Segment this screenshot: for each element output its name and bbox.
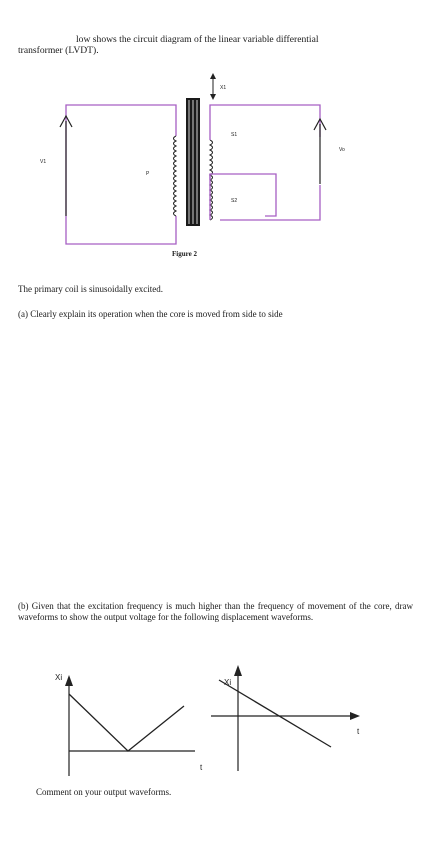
intro-line-2: transformer (LVDT). — [18, 45, 99, 57]
right-graph-waveform — [219, 680, 331, 747]
label-s2: S2 — [231, 198, 238, 204]
label-s1: S1 — [231, 132, 238, 138]
intro-line-1: low shows the circuit diagram of the linear variable differential — [76, 34, 319, 45]
label-x1: X1 — [220, 85, 227, 91]
primary-circuit-wire — [66, 105, 176, 244]
figure-caption: Figure 2 — [172, 250, 197, 258]
right-graph-x-arrowhead — [350, 712, 360, 720]
left-graph-xlabel: t — [200, 763, 203, 772]
left-displacement-graph — [55, 673, 203, 776]
comment-prompt: Comment on your output waveforms. — [36, 787, 172, 797]
label-vo: Vo — [339, 147, 345, 153]
question-b: (b) Given that the excitation frequency is much higher than the frequency of movement of the core, draw waveforms to show the output voltage for the following displacement waveforms. — [18, 601, 413, 622]
core-motion-arrow-down — [210, 94, 216, 100]
label-p: P — [146, 171, 150, 177]
secondary-output-wire-top — [210, 105, 320, 140]
question-a: (a) Clearly explain its operation when the core is moved from side to side — [18, 309, 283, 319]
left-graph-waveform — [69, 694, 184, 751]
lvdt-circuit-diagram — [40, 73, 345, 244]
right-displacement-graph — [211, 665, 360, 771]
primary-coil — [174, 136, 177, 216]
right-graph-xlabel: t — [357, 727, 360, 736]
left-graph-ylabel: Xi — [55, 673, 63, 682]
core-motion-arrow-up — [210, 73, 216, 79]
secondary-series-wire — [210, 174, 276, 220]
right-graph-y-arrowhead — [234, 665, 242, 676]
primary-coil-statement: The primary coil is sinusoidally excited. — [18, 284, 163, 294]
right-graph-ylabel: Xi — [224, 678, 232, 687]
iron-core — [186, 98, 200, 226]
label-v1: V1 — [40, 159, 47, 165]
left-graph-y-arrowhead — [65, 675, 73, 686]
